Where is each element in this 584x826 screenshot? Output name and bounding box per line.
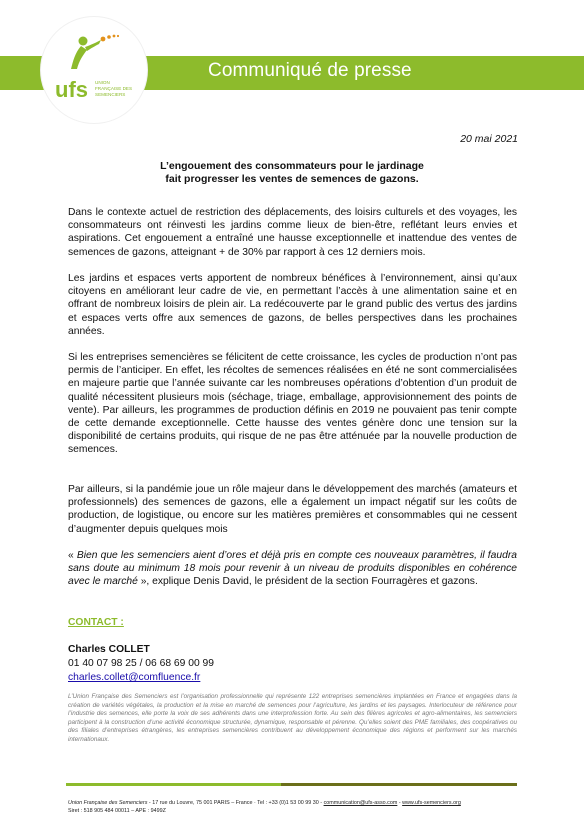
footer-line-1 bbox=[68, 800, 520, 808]
paragraph-3: Si les entreprises semencières se félicitent de cette croissance, les cycles de production n’ont pas permis de l’anticiper. En effet, les récoltes de semences réalisées en été ne sont commercialisées en majeure partie que l’année suivante car les nombreuses opérations d’obtention d’un produit de qualité nécessitent plusieurs mois (séchage, triage, emballage, approvisionnement des points de vente). Par ailleurs, les programmes de production définis en 2019 ne pouvaient pas tenir compte de cette demande exceptionnelle. Cette hausse des ventes génère donc une tension sur la disponibilité de certains produits, qui risque de ne pas être atténuée par la nouvelle production de semences. bbox=[68, 352, 517, 456]
about-ufs: L’Union Française des Semenciers est l’organisation professionnelle qui représente 122 entreprises semencières implantées en France et engagées dans la création de variétés végétales, la production et la mise en marché de semences pour l’agriculture, les jardins et les paysages. Interlocuteur de référence pour l’industrie des semences, elle porte la voix de ses adhérents dans une interprofession forte. Au sein des filières agricoles et agro-alimentaires, les semenciers participent à la construction d’une activité économique structurée, dynamique, responsable et pérenne. Qu’elles soient des PME familiales, des coopératives ou des filiales d’entreprises étrangères, les entreprises semencières contribuent au développement économique des régions et performent sur les marchés internationaux. bbox=[68, 693, 517, 743]
contact-name: Charles COLLET bbox=[68, 644, 150, 655]
paragraph-4: Par ailleurs, si la pandémie joue un rôle majeur dans le développement des marchés (amateurs et professionnels) des semences de gazons, elle a également un impact négatif sur les coûts de production, de logistique, ou encore sur les matières premières et consommables qui ne cessent d’augmenter depuis quelques mois bbox=[68, 484, 517, 535]
quote-attribution: », explique Denis David, le président de la section Fourragères et gazons. bbox=[137, 576, 478, 588]
logo-figure-body bbox=[71, 46, 87, 69]
footer-org: Union Française des Semenciers bbox=[68, 800, 148, 806]
footer-separator: - bbox=[397, 800, 403, 806]
logo-letters: ufs bbox=[55, 77, 88, 102]
quote-paragraph bbox=[68, 549, 517, 589]
title-line-1: L’engouement des consommateurs pour le jardinage bbox=[160, 160, 424, 172]
logo-figure-head bbox=[79, 37, 88, 46]
press-release-title bbox=[60, 160, 524, 186]
logo-line-2: FRANÇAISE DES bbox=[95, 86, 133, 91]
banner-title: Communiqué de presse bbox=[208, 60, 412, 81]
logo-dot bbox=[101, 37, 106, 42]
logo-dot bbox=[117, 35, 119, 37]
footer-address: - 17 rue du Louvre, 75 001 PARIS – France · Tel : +33 (0)1 53 00 99 30 - bbox=[147, 800, 324, 806]
paragraph-1: Dans le contexte actuel de restriction des déplacements, des loisirs culturels et des voyages, les consommateurs ont réinvesti les jardins comme lieux de bien-être, reflétant leurs envies et aspirations. Cet engouement a entraîné une hausse exceptionnelle et inattendue des ventes de semences de gazons, atteignant + de 30% par rapport à ces 12 derniers mois. bbox=[68, 207, 517, 258]
press-release-date: 20 mai 2021 bbox=[460, 133, 518, 145]
footer-info bbox=[68, 800, 520, 815]
contact-phone: 01 40 07 98 25 / 06 68 69 00 99 bbox=[68, 658, 215, 669]
title-line-2: fait progresser les ventes de semences de gazons. bbox=[165, 173, 419, 185]
contact-heading: CONTACT : bbox=[68, 617, 124, 628]
logo-dot bbox=[107, 35, 111, 39]
quote-text: Bien que les semenciers aient d’ores et déjà pris en compte ces nouveaux paramètres, il faudra sans doute au minimum 18 mois pour revenir à un niveau de produits disponibles en cohérence avec le marché bbox=[68, 550, 517, 588]
logo-dot bbox=[113, 35, 116, 38]
footer-bar-green bbox=[66, 783, 281, 786]
ufs-logo bbox=[41, 17, 147, 123]
contact-email-link[interactable]: charles.collet@comfluence.fr bbox=[68, 672, 201, 683]
logo-line-3: SEMENCIERS bbox=[95, 92, 126, 97]
logo-line-1: UNION bbox=[95, 80, 110, 85]
paragraph-2: Les jardins et espaces verts apportent de nombreux bénéfices à l’environnement, ainsi qu’aux citoyens en améliorant leur cadre de vie, en permettant l’accès à une alimentation saine et en offrant de nombreux loisirs de plein air. La redécouverte par le grand public des vertus des jardins et espaces verts offre aux semences de gazons, de belles perspectives dans les prochaines années. bbox=[68, 273, 517, 337]
footer-bar-olive bbox=[281, 783, 517, 786]
footer-siret: Siret : 518 905 484 00011 – APE : 9499Z bbox=[68, 807, 166, 814]
quote-open: « bbox=[68, 550, 77, 561]
footer-website-link[interactable]: www.ufs-semenciers.org bbox=[402, 800, 461, 806]
footer-email-link[interactable]: communication@ufs-asso.com bbox=[323, 800, 398, 806]
